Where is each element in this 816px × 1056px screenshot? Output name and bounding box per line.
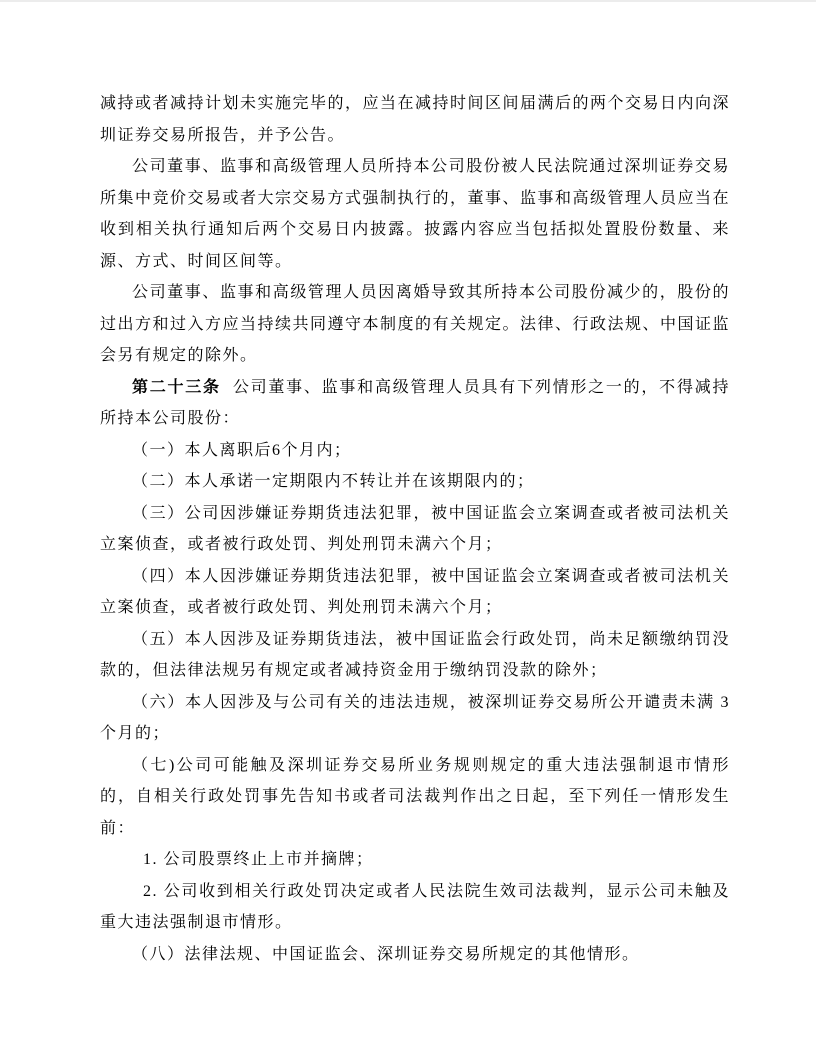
item-7-sub-2: 2. 公司收到相关行政处罚决定或者人民法院生效司法裁判，显示公司未触及重大违法强制退市情形。 <box>100 882 730 931</box>
item-7-sub-1: 1. 公司股票终止上市并摘牌； <box>143 851 374 868</box>
item-1: （一）本人离职后6个月内； <box>132 441 352 459</box>
document-body <box>100 88 730 970</box>
item-2: （二）本人承诺一定期限内不转让并在该期限内的； <box>132 473 535 490</box>
para-report-after-window: 减持或者减持计划未实施完毕的，应当在减持时间区间届满后的两个交易日内向深圳证券交易所报告，并予公告。 <box>100 95 731 144</box>
item-5: （五）本人因涉及证券期货违法，被中国证监会行政处罚，尚未足额缴纳罚没款的，但法律法规另有规定或者减持资金用于缴纳罚没款的除外； <box>100 630 730 679</box>
para-divorce-transfer: 公司董事、监事和高级管理人员因离婚导致其所持本公司股份减少的，股份的过出方和过入方应当持续共同遵守本制度的有关规定。法律、行政法规、中国证监会另有规定的除外。 <box>100 284 731 364</box>
item-8: （八）法律法规、中国证监会、深圳证券交易所规定的其他情形。 <box>132 945 640 963</box>
paragraph-text: 公司董事、监事和高级管理人员具有下列情形之一的，不得减持所持本公司股份： <box>100 378 730 427</box>
item-4: （四）本人因涉嫌证券期货违法犯罪，被中国证监会立案调查或者被司法机关立案侦查，或者被行政处罚、判处刑罚未满六个月； <box>100 567 730 616</box>
item-6: （六）本人因涉及与公司有关的违法违规，被深圳证券交易所公开谴责未满 3 个月的； <box>100 693 730 742</box>
article-number: 第二十三条 <box>132 378 221 396</box>
para-article-23 <box>100 372 730 435</box>
item-7: （七)公司可能触及深圳证券交易所业务规则规定的重大违法强制退市情形的，自相关行政处罚事先告知书或者司法裁判作出之日起，至下列任一情形发生前： <box>100 756 730 837</box>
para-enforced-execution-disclosure: 公司董事、监事和高级管理人员所持本公司股份被人民法院通过深圳证券交易所集中竞价交易或者大宗交易方式强制执行的，董事、监事和高级管理人员应当在收到相关执行通知后两个交易日内披露。披露内容应当包括拟处置股份数量、来源、方式、时间区间等。 <box>100 158 731 270</box>
item-3: （三）公司因涉嫌证券期货违法犯罪，被中国证监会立案调查或者被司法机关立案侦查，或者被行政处罚、判处刑罚未满六个月； <box>100 504 730 553</box>
